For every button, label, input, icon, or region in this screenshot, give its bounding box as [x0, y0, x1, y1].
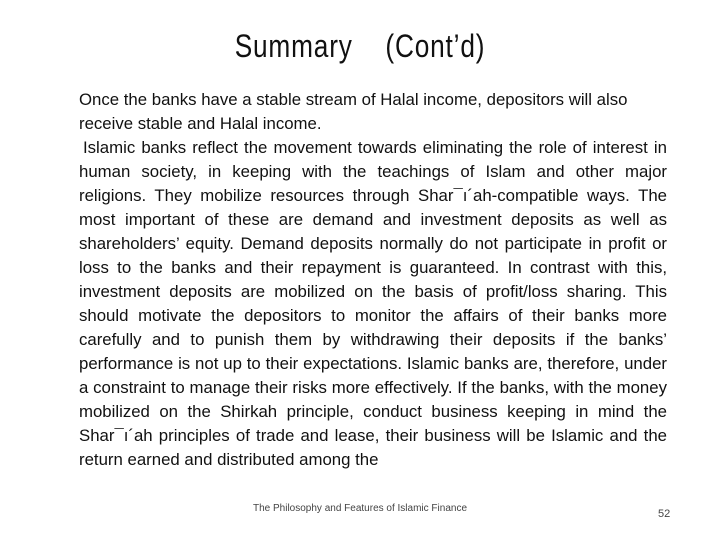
- slide-title: Summary (Cont’d): [234, 28, 486, 64]
- paragraph-1: Once the banks have a stable stream of Halal income, depositors will also receive stable and Halal income.: [79, 90, 628, 133]
- slide-footer: The Philosophy and Features of Islamic Finance: [253, 503, 467, 514]
- page-number: 52: [658, 508, 671, 520]
- paragraph-2: Islamic banks reflect the movement towards eliminating the role of interest in human society, in keeping with the teachings of Islam and other major religions. They mobilize resources through Shar¯ı´ah-compatible ways. The most important of these are demand and investment deposits as well as shareholders’ equity. Demand deposits normally do not participate in profit or loss to the banks and their repayment is guaranteed. In contrast with this, investment deposits are mobilized on the basis of profit/loss sharing. This should motivate the depositors to monitor the affairs of their banks more carefully and to punish them by withdrawing their deposits if the banks’ performance is not up to their expectations. Islamic banks are, therefore, under a constraint to manage their risks more effectively. If the banks, with the money mobilized on the Shirkah principle, conduct business keeping in mind the Shar¯ı´ah principles of trade and lease, their business will be Islamic and the return earned and distributed among the: [79, 138, 667, 469]
- slide-body: [79, 88, 667, 472]
